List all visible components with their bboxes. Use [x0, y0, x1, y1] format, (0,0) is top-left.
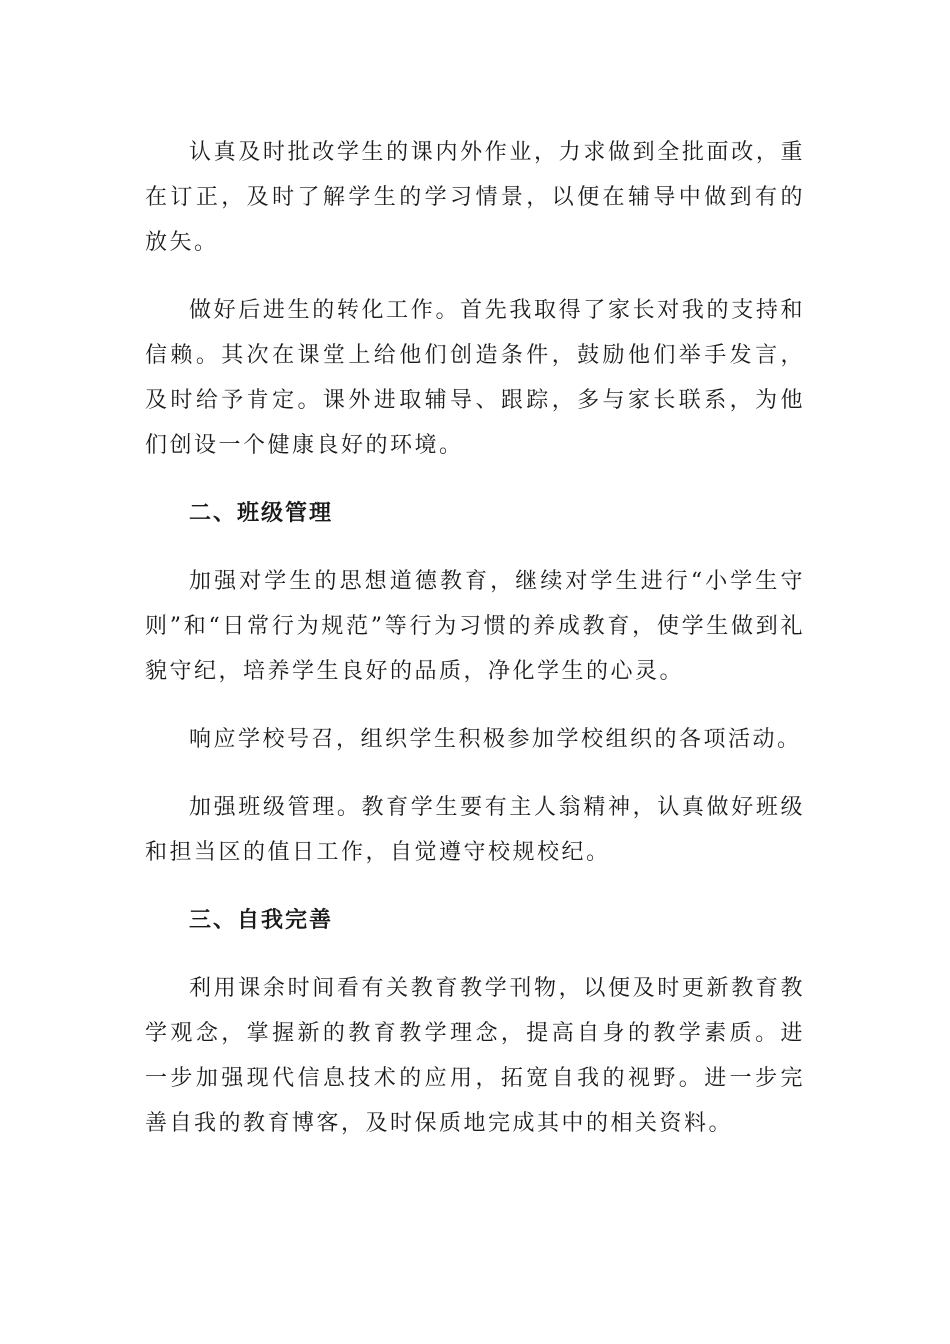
section-heading-class-management: 二、班级管理: [189, 501, 334, 526]
paragraph-struggling-students: 做好后进生的转化工作。首先我取得了家长对我的支持和信赖。其次在课堂上给他们创造条件，鼓励他们举手发言，及时给予肯定。课外进取辅导、跟踪，多与家长联系，为他们创设一个健康良好的环境。: [145, 298, 805, 458]
paragraph-class-duties: 加强班级管理。教育学生要有主人翁精神，认真做好班级和担当区的值日工作，自觉遵守校规校纪。: [145, 795, 805, 865]
paragraph-homework-grading: 认真及时批改学生的课内外作业，力求做到全批面改，重在订正，及时了解学生的学习情景，以便在辅导中做到有的放矢。: [145, 140, 805, 255]
paragraph-professional-growth: 利用课余时间看有关教育教学刊物，以便及时更新教育教学观念，掌握新的教育教学理念，提高自身的教学素质。进一步加强现代信息技术的应用，拓宽自我的视野。进一步完善自我的教育博客，及时保质地完成其中的相关资料。: [145, 976, 805, 1136]
document-body: [145, 130, 805, 1169]
paragraph-moral-education: 加强对学生的思想道德教育，继续对学生进行“小学生守则”和“日常行为规范”等行为习惯的养成教育，使学生做到礼貌守纪，培养学生良好的品质，净化学生的心灵。: [145, 569, 805, 684]
paragraph-school-activities: 响应学校号召，组织学生积极参加学校组织的各项活动。: [189, 727, 802, 752]
section-heading-self-improvement: 三、自我完善: [189, 908, 334, 933]
